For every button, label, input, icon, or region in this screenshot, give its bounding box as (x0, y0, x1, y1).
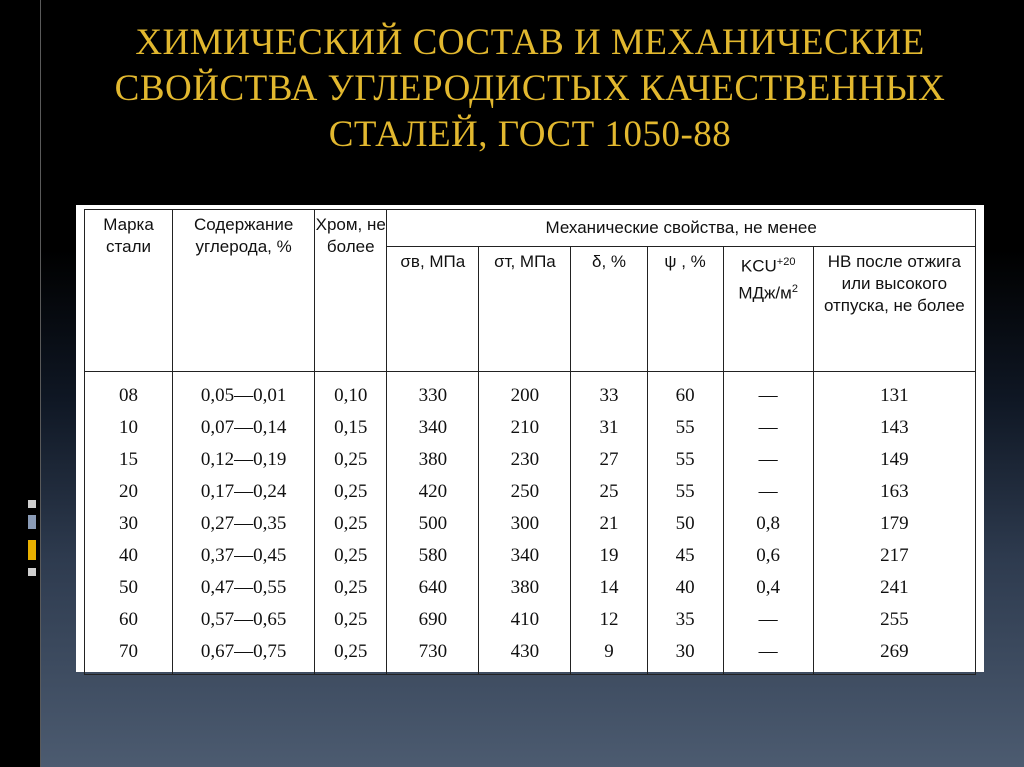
cell-chrome: 0,25 (315, 572, 387, 604)
table-row (85, 636, 976, 675)
table-row (85, 372, 976, 413)
cell-hb: 143 (813, 412, 975, 444)
table-row (85, 540, 976, 572)
cell-chrome: 0,25 (315, 604, 387, 636)
table-row (85, 604, 976, 636)
header-kcu-unit-sup: 2 (791, 282, 798, 295)
cell-kcu: — (723, 476, 813, 508)
cell-sigma-b: 500 (387, 508, 479, 540)
cell-kcu: — (723, 444, 813, 476)
cell-sigma-b: 420 (387, 476, 479, 508)
header-grade: Марка стали (85, 210, 173, 372)
decor-accent-mark (28, 568, 36, 576)
cell-grade: 40 (85, 540, 173, 572)
cell-carbon: 0,67—0,75 (173, 636, 315, 675)
header-hb: НВ после отжига или высокого отпуска, не более (813, 247, 975, 372)
header-psi: ψ , % (647, 247, 723, 372)
cell-psi: 30 (647, 636, 723, 675)
cell-hb: 269 (813, 636, 975, 675)
cell-delta: 19 (571, 540, 647, 572)
cell-delta: 31 (571, 412, 647, 444)
cell-hb: 217 (813, 540, 975, 572)
header-kcu-main: KCU (740, 256, 777, 276)
header-kcu-sup: +20 (776, 256, 796, 268)
cell-kcu: 0,8 (723, 508, 813, 540)
cell-delta: 25 (571, 476, 647, 508)
cell-carbon: 0,05—0,01 (173, 372, 315, 413)
cell-sigma-t: 250 (479, 476, 571, 508)
header-delta: δ, % (571, 247, 647, 372)
cell-sigma-b: 730 (387, 636, 479, 675)
cell-delta: 9 (571, 636, 647, 675)
cell-kcu: — (723, 604, 813, 636)
cell-carbon: 0,12—0,19 (173, 444, 315, 476)
cell-chrome: 0,10 (315, 372, 387, 413)
cell-delta: 21 (571, 508, 647, 540)
cell-hb: 179 (813, 508, 975, 540)
cell-carbon: 0,27—0,35 (173, 508, 315, 540)
table-row (85, 476, 976, 508)
cell-grade: 60 (85, 604, 173, 636)
cell-psi: 55 (647, 444, 723, 476)
slide-title: ХИМИЧЕСКИЙ СОСТАВ И МЕХАНИЧЕСКИЕ СВОЙСТВА УГЛЕРОДИСТЫХ КАЧЕСТВЕННЫХ СТАЛЕЙ, ГОСТ 1050-88 (114, 22, 946, 155)
cell-chrome: 0,15 (315, 412, 387, 444)
cell-grade: 70 (85, 636, 173, 675)
cell-psi: 35 (647, 604, 723, 636)
cell-sigma-b: 340 (387, 412, 479, 444)
cell-psi: 45 (647, 540, 723, 572)
header-kcu (723, 247, 813, 372)
cell-psi: 50 (647, 508, 723, 540)
header-sigma-t: σт, МПа (479, 247, 571, 372)
cell-chrome: 0,25 (315, 444, 387, 476)
table-body (85, 372, 976, 675)
cell-chrome: 0,25 (315, 636, 387, 675)
table-row (85, 412, 976, 444)
left-decor-bar (0, 0, 41, 767)
cell-hb: 241 (813, 572, 975, 604)
cell-kcu: — (723, 372, 813, 413)
table-row (85, 572, 976, 604)
cell-hb: 255 (813, 604, 975, 636)
header-chrome: Хром, не более (315, 210, 387, 372)
cell-hb: 131 (813, 372, 975, 413)
cell-sigma-b: 690 (387, 604, 479, 636)
cell-carbon: 0,17—0,24 (173, 476, 315, 508)
table-row (85, 444, 976, 476)
header-kcu-unit: МДж/м (738, 283, 792, 303)
steel-properties-table (84, 209, 976, 675)
cell-kcu: 0,6 (723, 540, 813, 572)
header-sigma-b: σв, МПа (387, 247, 479, 372)
header-mechanical-group: Механические свойства, не менее (387, 210, 976, 247)
cell-grade: 50 (85, 572, 173, 604)
cell-kcu: 0,4 (723, 572, 813, 604)
cell-delta: 14 (571, 572, 647, 604)
cell-grade: 10 (85, 412, 173, 444)
cell-grade: 30 (85, 508, 173, 540)
cell-sigma-t: 200 (479, 372, 571, 413)
cell-sigma-b: 330 (387, 372, 479, 413)
cell-carbon: 0,47—0,55 (173, 572, 315, 604)
cell-psi: 55 (647, 476, 723, 508)
cell-grade: 08 (85, 372, 173, 413)
cell-sigma-t: 340 (479, 540, 571, 572)
cell-chrome: 0,25 (315, 508, 387, 540)
cell-sigma-t: 410 (479, 604, 571, 636)
steel-table-panel (76, 205, 984, 672)
cell-hb: 163 (813, 476, 975, 508)
cell-sigma-b: 380 (387, 444, 479, 476)
cell-delta: 33 (571, 372, 647, 413)
cell-grade: 15 (85, 444, 173, 476)
table-row (85, 508, 976, 540)
decor-accent-mark (28, 540, 36, 560)
cell-sigma-t: 380 (479, 572, 571, 604)
header-carbon: Содержание углерода, % (173, 210, 315, 372)
decor-accent-mark (28, 515, 36, 529)
decor-accent-mark (28, 500, 36, 508)
cell-sigma-t: 300 (479, 508, 571, 540)
cell-sigma-t: 230 (479, 444, 571, 476)
cell-sigma-t: 430 (479, 636, 571, 675)
cell-kcu: — (723, 636, 813, 675)
cell-psi: 40 (647, 572, 723, 604)
cell-carbon: 0,57—0,65 (173, 604, 315, 636)
cell-carbon: 0,37—0,45 (173, 540, 315, 572)
cell-carbon: 0,07—0,14 (173, 412, 315, 444)
cell-hb: 149 (813, 444, 975, 476)
cell-psi: 60 (647, 372, 723, 413)
cell-grade: 20 (85, 476, 173, 508)
cell-sigma-b: 580 (387, 540, 479, 572)
cell-sigma-t: 210 (479, 412, 571, 444)
cell-delta: 12 (571, 604, 647, 636)
cell-chrome: 0,25 (315, 540, 387, 572)
cell-sigma-b: 640 (387, 572, 479, 604)
cell-kcu: — (723, 412, 813, 444)
cell-chrome: 0,25 (315, 476, 387, 508)
cell-psi: 55 (647, 412, 723, 444)
cell-delta: 27 (571, 444, 647, 476)
